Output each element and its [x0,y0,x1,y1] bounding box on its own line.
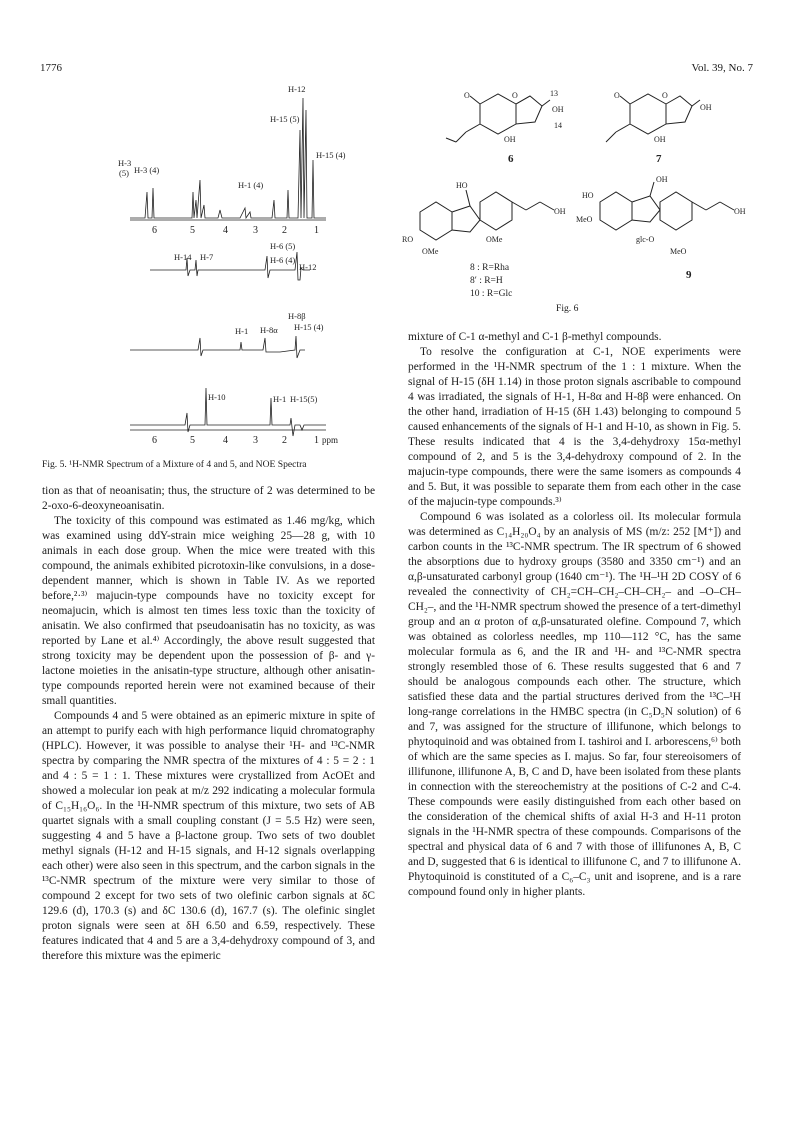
tick-3: 3 [253,225,258,236]
label-noe1-h6-4: H-6 (4) [270,255,296,265]
svg-text:RO: RO [402,235,414,244]
figure-6-caption: Fig. 6 [556,303,579,314]
label-noe2-h8b: H-8β [288,311,306,321]
main-axis-ticks [152,225,319,236]
label-h1-4: H-1 (4) [238,180,264,190]
svg-text:MeO: MeO [670,247,687,256]
svg-text:8 : R=Rha: 8 : R=Rha [470,263,510,273]
label-noe2-h15-4: H-15 (4) [294,322,324,332]
left-paragraph-1: tion as that of neoanisatin; thus, the structure of 2 was determined to be 2-oxo-6-deoxyneoanisatin. [42,485,375,512]
label-noe2-h8a: H-8α [260,325,278,335]
svg-text:OH: OH [552,105,564,114]
figure-5-label: Fig. 5. [42,459,67,470]
svg-text:6: 6 [152,435,157,446]
compound-8-legend [470,263,512,299]
label-noe3-h1: H-1 [273,394,287,404]
svg-text:10 : R=Glc: 10 : R=Glc [470,289,513,299]
left-paragraph-3: Compounds 4 and 5 were obtained as an epimeric mixture in spite of an attempt to purify each with high performance liquid chromatography (HPLC). However, it was possible to analyse their ¹H- and ¹³C-NMR spectra by comparing the NMR spectra of the mixtures of 4 : 5 = 2 : 1 and 4 : 5 = 1 : 1. These mixtures were crystallized from AcOEt and showed a molecular ion peak at m/z 292 indicating a molecular formula of C₁₅H₁₆O₆. In the ¹H-NMR spectrum of this mixture, two sets of AB quartet signals with a small coupling constant (J = 5.5 Hz) were seen, suggesting 4 and 5 have a β-lactone group. Two sets of two doublet methyl signals (H-12 and H-15 signals, and H-12 signals overlapping each other) were also seen in this spectrum, and the carbon signals in the ¹³C-NMR spectrum of the mixture were very similar to those of compound 2 except for two sets of two olefinic carbon signals at δC 129.6 (d), 170.3 (s) and δC 130.6 (d), 167.7 (s). The olefinic singlet proton signals were seen at δH 6.50 and 6.59, respectively. These features indicated that 4 and 5 are a 3,4-dehydroxy compound of 3, and therefore this mixture was the epimeric [42,710,375,962]
page-number: 1776 [40,62,62,74]
compound-7-labels [614,91,712,144]
svg-text:OH: OH [700,103,712,112]
tick-5: 5 [190,225,195,236]
label-noe1-h6-5: H-6 (5) [270,241,296,251]
label-noe3-h10: H-10 [208,392,226,402]
svg-text:OMe: OMe [486,235,503,244]
compound-6-labels [464,89,564,144]
svg-text:OH: OH [654,135,666,144]
label-h3: H-3 [118,158,132,168]
svg-text:O: O [464,91,470,100]
figure-5-text: ¹H-NMR Spectrum of a Mixture of 4 and 5, and NOE Spectra [69,459,307,470]
svg-text:OH: OH [734,207,746,216]
tick-6: 6 [152,225,157,236]
left-paragraph-2: The toxicity of this compound was estimated as 1.46 mg/kg, which was examined using ddY-strain mice weighing 25—28 g, with 10 animals in each dose group. When the mice were treated with this compound, the animals exhibited picrotoxin-like convulsions, in a dose-dependent manner, which is shown in Table IV. As we reported before,²·³⁾ majucin-type compounds have no toxicity except for neomajucin, which is almost ten times less toxic than the toxicity of anisatin. We also confirmed that pseudoanisatin has no toxicity, as was reported by Lane et al.⁴⁾ Accordingly, the above result suggested that strong toxicity may be dependent upon the possession of β- and γ-lactone moieties in the anisatin-type structure, although other anisatin-type compounds reported herein were not examined because of their small quantities. [42,515,375,707]
label-noe1-h14: H-14 [174,252,192,262]
svg-text:4: 4 [223,435,228,446]
compound-6-structure [446,94,550,142]
svg-text:OH: OH [504,135,516,144]
right-paragraph-1: mixture of C-1 α-methyl and C-1 β-methyl compounds. [408,331,662,343]
label-h12: H-12 [288,84,306,94]
label-noe3-h15-5: H-15(5) [290,394,318,404]
tick-2: 2 [282,225,287,236]
tick-1: 1 [314,225,319,236]
svg-text:HO: HO [456,181,468,190]
svg-text:glc-O: glc-O [636,235,655,244]
label-h15-4: H-15 (4) [316,150,346,160]
svg-text:MeO: MeO [576,215,593,224]
label-noe1-h7: H-7 [200,252,214,262]
figure-6-structures [400,82,760,302]
label-noe2-h1: H-1 [235,326,249,336]
svg-text:1: 1 [314,435,319,446]
svg-text:O: O [512,91,518,100]
compound-8-structure [420,190,554,240]
ppm-label: ppm [322,435,339,445]
svg-text:HO: HO [582,191,594,200]
svg-text:13: 13 [550,89,558,98]
right-paragraph-3: Compound 6 was isolated as a colorless oil. Its molecular formula was determined as C₁₄H₂₀O₄ by an analysis of MS (m/z: 252 [M⁺]) and carbon counts in the ¹³C-NMR spectrum. The IR spectrum of 6 showed the absorptions due to hydroxy groups (3580 and 3350 cm⁻¹) and an α,β-unsaturated carbonyl group (1640 cm⁻¹). The ¹H–¹H 2D COSY of 6 revealed the connectivity of CH₂=CH–CH₂–CH–CH₂– and –O–CH–CH₂–, and the ¹H-NMR spectrum showed the presence of a tert-dimethyl group and an α proton of α,β-unsaturated olefine. Compound 7, which was obtained as colorless needles, mp 110—112 °C, has the same molecular formula as 6, and the IR and ¹H- and ¹³C-NMR spectra strongly resembled those of 6. These results suggested that 6 and 7 should be analogous compounds each other. The structure, which satisfied these data and the partial structures derived from the ¹³C–¹H long-range correlations in the HMBC spectra (in C₅D₅N solution) of 6 and 7, was assigned for the structure of illifunone, which belongs to phytoquinoid and was obtained from I. tashiroi and I. arborescens,⁶⁾ both of which are the same species as I. majus. So far, four stereoisomers of illifunone, illifunone A, B, C and D, have been isolated from these plants in connection with the stereochemistry at the positions of C-2 and C-4. These compounds were easily distinguished from each other based on the consideration of the chemical shifts of axial H-3 and H-11 proton signals in the ¹H-NMR spectra of these compounds. Comparisons of the spectral and physical data of 6 and 7 with those of illifunones A, B, C and D, suggested that 6 is identical to illifunone C, and 7 to illifunone A. Phytoquinoid is constituted of a C₆–C₃ unit and isoprene, and is a rare compound found only in higher plants. [408,511,741,898]
tick-4: 4 [223,225,228,236]
svg-text:2: 2 [282,435,287,446]
figure-5-caption [42,459,382,471]
right-text-column [408,330,741,900]
svg-text:O: O [662,91,668,100]
label-h3-5: (5) [119,168,129,178]
right-paragraph-2: To resolve the configuration at C-1, NOE experiments were performed in the ¹H-NMR spectrum of the 1 : 1 mixture. When the signal of H-15 (δH 1.14) in those proton signals ascribable to compound 4 was irradiated, the signals of H-1, H-8α and H-8β were enhanced. On the other hand, irradiation of H-15 (δH 1.43) belonging to compound 5 caused enhancements of the signals of H-1 and H-10, as shown in Fig. 5. These results indicated that 4 is the 3,4-dehydroxy 15α-methyl compound of 2, and 5 is the 3,4-dehydroxy compound of 2. In the majucin-type compounds, there were the same isomers as compounds 4 and 5. But, it was possible to separate them from each other in the case of the majucin-type compounds.³⁾ [408,346,741,508]
journal-volume: Vol. 39, No. 7 [691,62,753,74]
compound-8-labels [402,181,566,256]
svg-text:OH: OH [554,207,566,216]
svg-text:3: 3 [253,435,258,446]
compound-6-number: 6 [508,153,514,165]
compound-9-number: 9 [686,269,692,281]
svg-text:8′ : R=H: 8′ : R=H [470,276,503,286]
noe-spectrum-2 [130,336,305,358]
left-text-column [42,484,375,964]
compound-7-structure [606,94,700,142]
main-peak-labels [118,84,346,190]
label-h15-5: H-15 (5) [270,114,300,124]
svg-text:14: 14 [554,121,562,130]
compound-9-structure [600,182,734,230]
svg-text:OH: OH [656,175,668,184]
figure-5-nmr-spectra [90,80,370,455]
noe3-axis-ticks [152,435,338,446]
svg-text:5: 5 [190,435,195,446]
svg-text:OMe: OMe [422,247,439,256]
label-h3-4: H-3 (4) [134,165,160,175]
label-noe1-h12: H-12 [299,262,317,272]
compound-9-labels [576,175,746,256]
compound-7-number: 7 [656,153,662,165]
svg-text:O: O [614,91,620,100]
